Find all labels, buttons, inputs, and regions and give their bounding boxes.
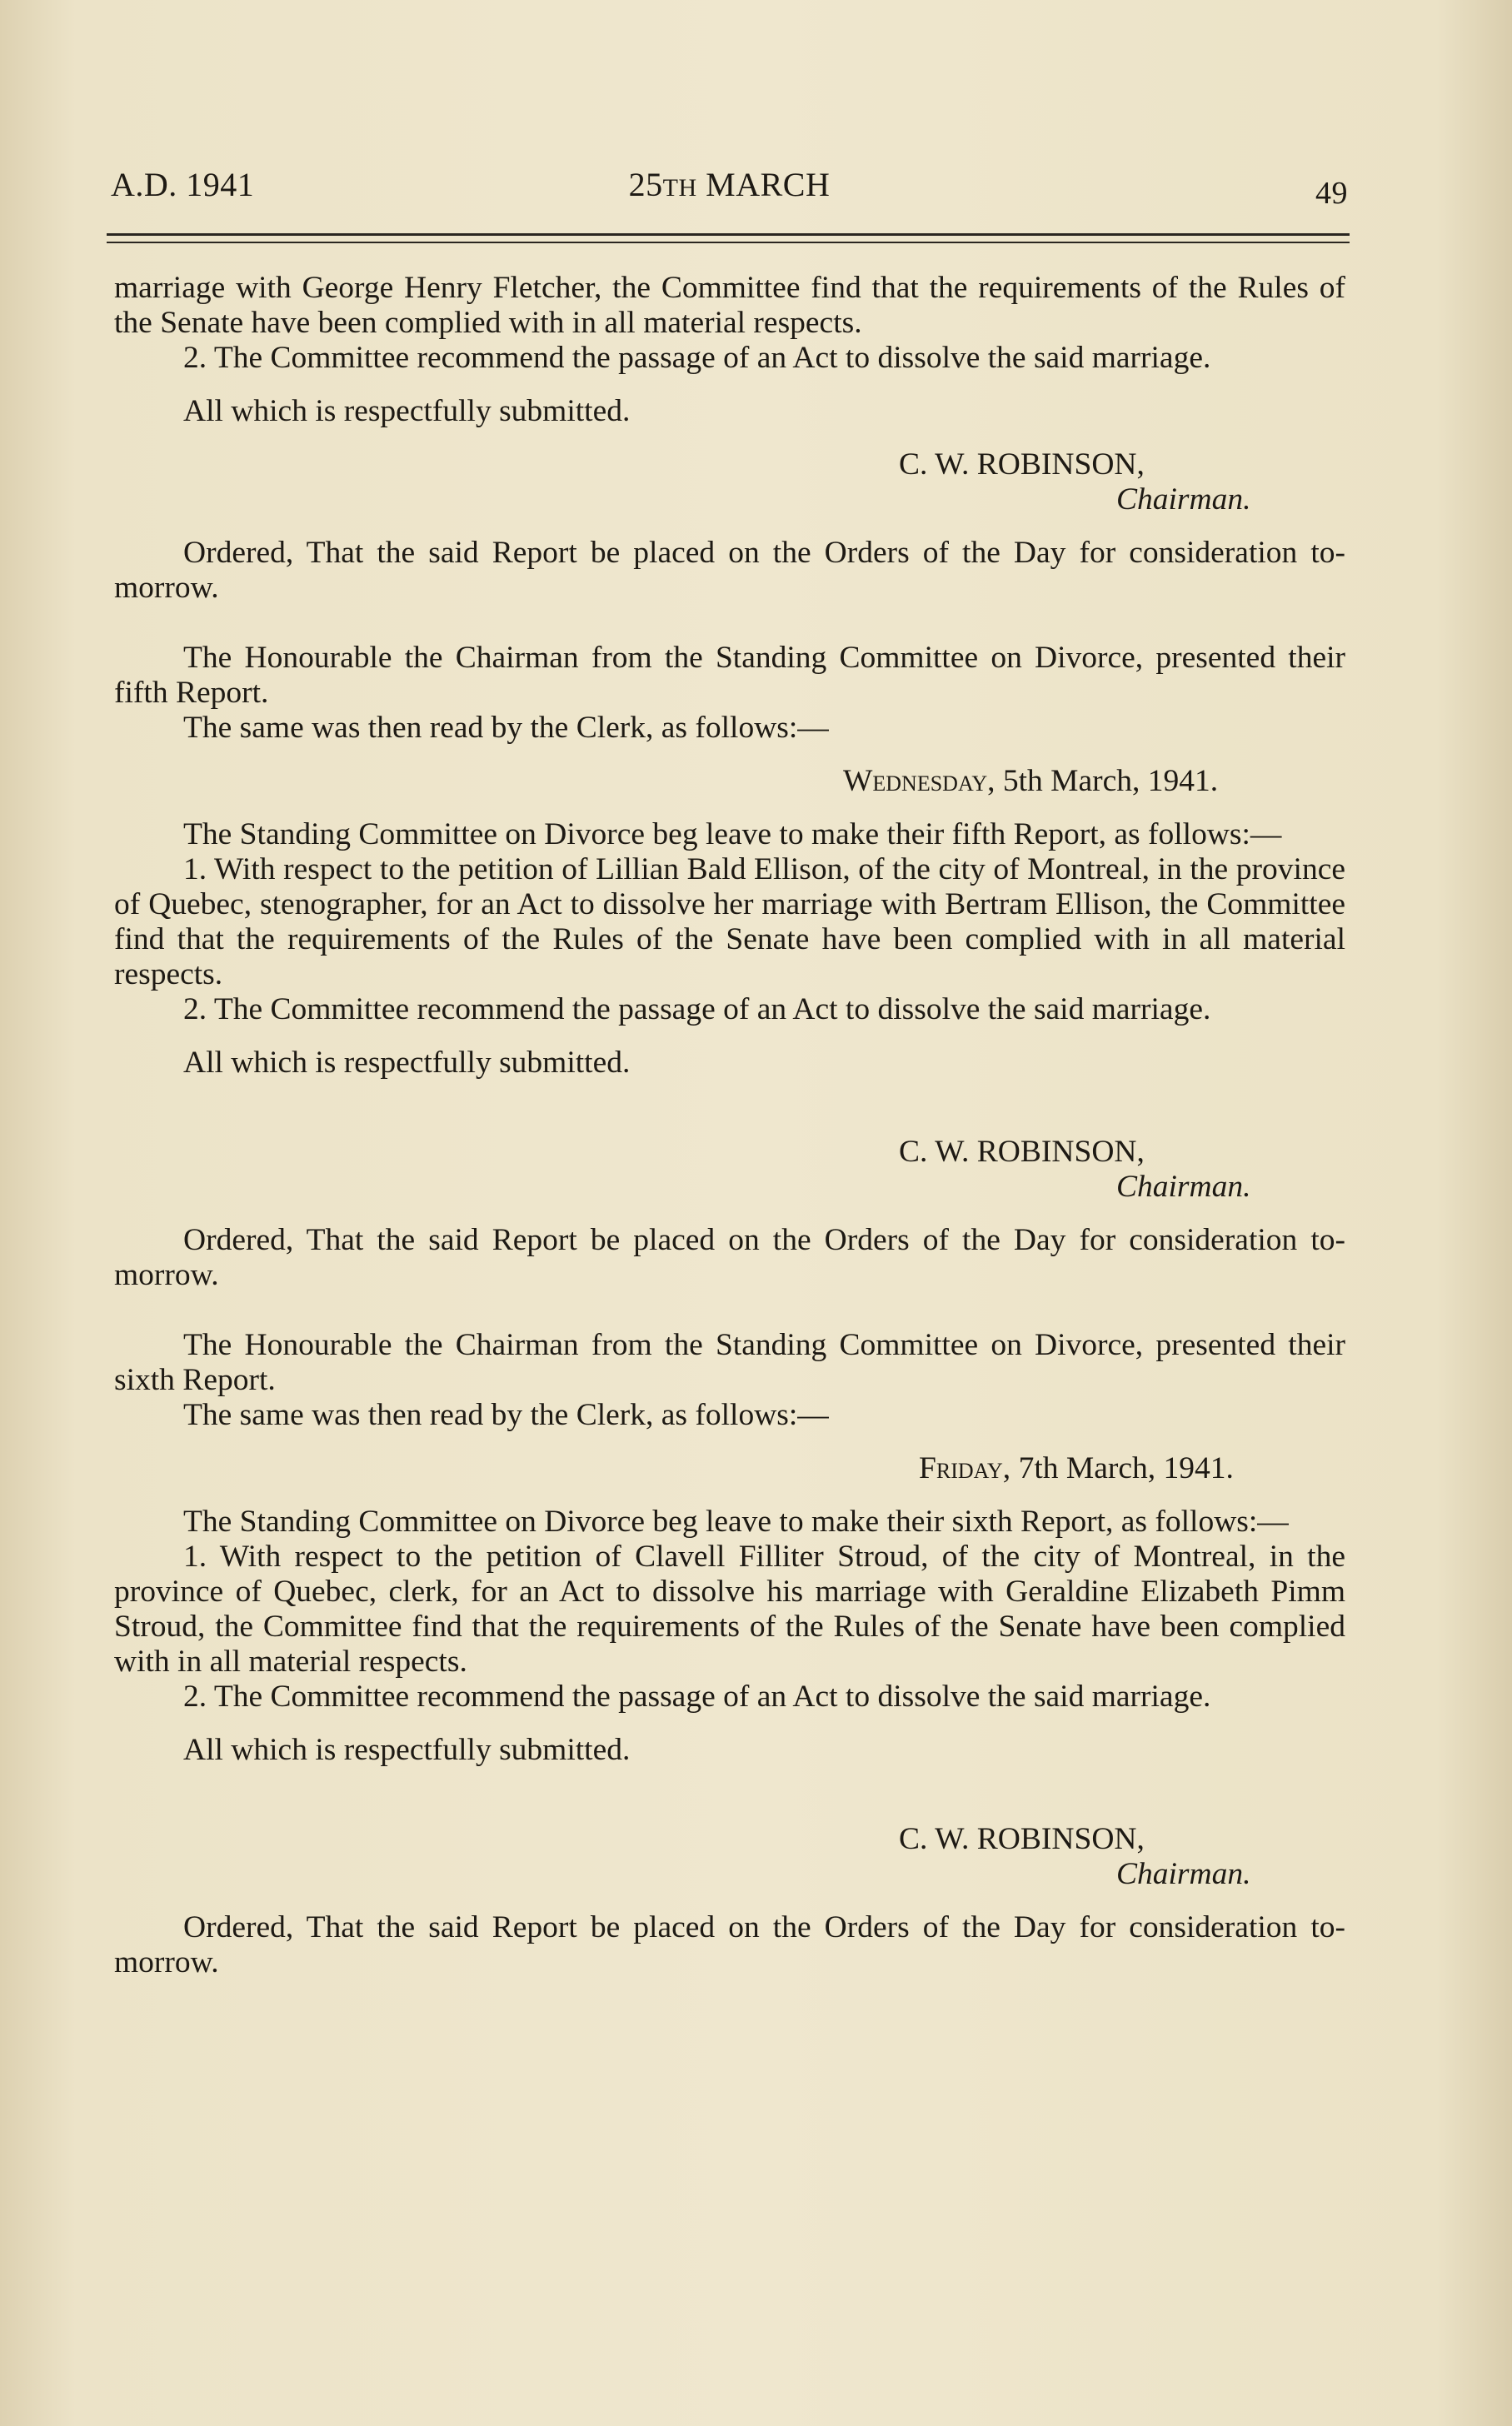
dateline-date: 7th March, 1941. — [1010, 1451, 1234, 1485]
order-paragraph: Ordered, That the said Report be placed on the Orders of the Day for consideration to-morrow. — [114, 1223, 1345, 1292]
dateline — [114, 764, 1345, 799]
header-day-number: 25 — [628, 166, 663, 203]
dateline-day: Wednesday, — [843, 764, 996, 798]
intro-paragraph: The Honourable the Chairman from the Standing Committee on Divorce, presented their sixth Report. — [114, 1328, 1345, 1397]
paragraph: marriage with George Henry Fletcher, the Committee find that the requirements of the Rules of the Senate have been complied with in all material respects. — [114, 271, 1345, 340]
dateline-day: Friday, — [919, 1451, 1011, 1485]
running-head — [111, 165, 1348, 215]
header-day-suffix: TH — [662, 174, 697, 202]
paragraph: 2. The Committee recommend the passage of an Act to dissolve the said marriage. — [183, 341, 1211, 375]
header-year: A.D. 1941 — [111, 166, 255, 203]
dateline — [114, 1451, 1345, 1486]
header-double-rule — [107, 233, 1350, 243]
signature-name: C. W. ROBINSON, — [899, 1822, 1145, 1856]
submitted-line: All which is respectfully submitted. — [183, 1046, 631, 1080]
report-item: 2. The Committee recommend the passage of an Act to dissolve the said marriage. — [183, 1680, 1211, 1714]
report-item: 2. The Committee recommend the passage of an Act to dissolve the said marriage. — [183, 992, 1211, 1026]
signature-title: Chairman. — [1116, 1857, 1251, 1891]
signature-name: C. W. ROBINSON, — [899, 1135, 1145, 1169]
report-item: 1. With respect to the petition of Clavell Filliter Stroud, of the city of Montreal, in the province of Quebec, clerk, for an Act to dissolve his marriage with Geraldine Elizabeth Pimm Stroud, the Committee find that the requirements of the Rules of the Senate have been complied with in all material respects. — [114, 1540, 1345, 1679]
order-paragraph: Ordered, That the said Report be placed on the Orders of the Day for consideration to-morrow. — [114, 1910, 1345, 1979]
header-date — [111, 165, 1348, 204]
submitted-line: All which is respectfully submitted. — [183, 1733, 631, 1767]
body-text — [114, 271, 1345, 1980]
dateline-date: 5th March, 1941. — [995, 764, 1219, 798]
signature-title: Chairman. — [1116, 1170, 1251, 1204]
report-opening: The Standing Committee on Divorce beg leave to make their fifth Report, as follows:— — [183, 817, 1282, 851]
header-month: MARCH — [706, 166, 831, 203]
signature-name: C. W. ROBINSON, — [899, 447, 1145, 482]
read-line: The same was then read by the Clerk, as follows:— — [183, 1398, 829, 1432]
signature-title: Chairman. — [1116, 482, 1251, 517]
submitted-line: All which is respectfully submitted. — [183, 394, 631, 428]
intro-paragraph: The Honourable the Chairman from the Standing Committee on Divorce, presented their fifth Report. — [114, 641, 1345, 710]
order-paragraph: Ordered, That the said Report be placed on the Orders of the Day for consideration to-morrow. — [114, 536, 1345, 605]
report-opening: The Standing Committee on Divorce beg leave to make their sixth Report, as follows:— — [183, 1505, 1289, 1539]
report-item: 1. With respect to the petition of Lillian Bald Ellison, of the city of Montreal, in the province of Quebec, stenographer, for an Act to dissolve her marriage with Bertram Ellison, the Committee find that the requirements of the Rules of the Senate have been complied with in all material respects. — [114, 852, 1345, 991]
page-number: 49 — [1315, 176, 1348, 211]
read-line: The same was then read by the Clerk, as follows:— — [183, 711, 829, 745]
